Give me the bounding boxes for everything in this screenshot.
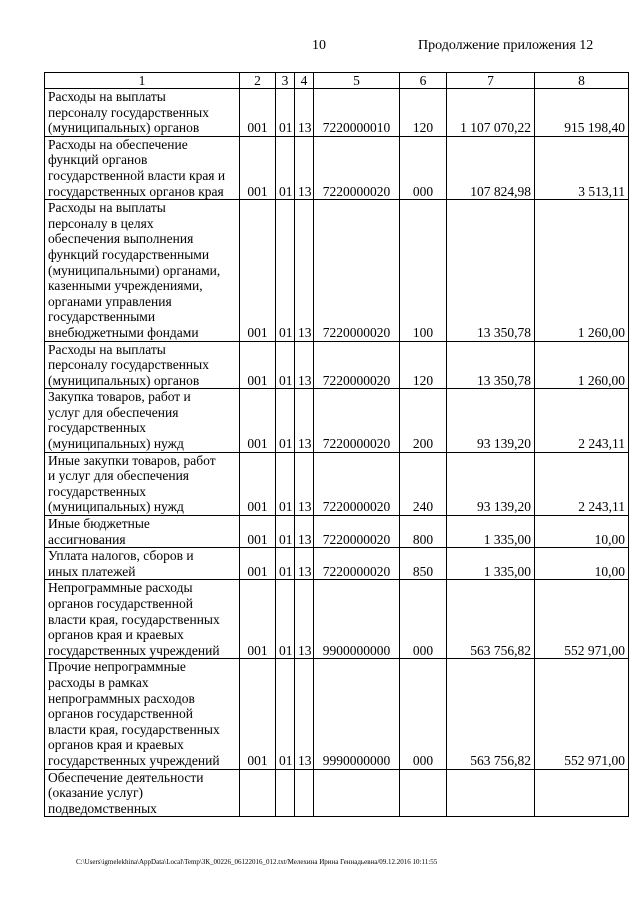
- subsection-code-cell: 01: [276, 548, 295, 580]
- amount-cell: 563 756,82: [447, 580, 535, 659]
- expense-type-cell: 000: [400, 659, 447, 769]
- table-header-row: [45, 73, 629, 89]
- expense-type-cell: 200: [400, 389, 447, 452]
- amount-cell: 13 350,78: [447, 200, 535, 341]
- expense-type-cell: 800: [400, 516, 447, 548]
- section-code-cell: 001: [240, 136, 276, 199]
- target-article-cell: 7220000020: [314, 341, 400, 389]
- amount-cell: 93 139,20: [447, 389, 535, 452]
- subsection-code-cell: 01: [276, 389, 295, 452]
- amount-cell: [535, 769, 629, 817]
- expense-type-cell: 120: [400, 89, 447, 137]
- column-header: 2: [240, 73, 276, 89]
- subsection-code-cell: 01: [276, 452, 295, 515]
- expense-type-cell: 000: [400, 136, 447, 199]
- subsection-code-cell: 01: [276, 89, 295, 137]
- amount-cell: 10,00: [535, 516, 629, 548]
- row-name-cell: Закупка товаров, работ и услуг для обеспечения государственных (муниципальных) нужд: [45, 389, 240, 452]
- table-row: [45, 89, 629, 137]
- section-code-cell: 001: [240, 341, 276, 389]
- subsection-code-cell: 01: [276, 516, 295, 548]
- amount-cell: 3 513,11: [535, 136, 629, 199]
- target-article-cell: 7220000020: [314, 548, 400, 580]
- amount-cell: 1 260,00: [535, 200, 629, 341]
- section-code-cell: 001: [240, 389, 276, 452]
- amount-cell: 13 350,78: [447, 341, 535, 389]
- subsection-code-cell: 13: [295, 516, 314, 548]
- table-row: [45, 548, 629, 580]
- row-name-cell: Иные бюджетные ассигнования: [45, 516, 240, 548]
- amount-cell: 93 139,20: [447, 452, 535, 515]
- section-code-cell: 001: [240, 548, 276, 580]
- target-article-cell: 7220000010: [314, 89, 400, 137]
- amount-cell: 563 756,82: [447, 659, 535, 769]
- row-name-cell: Уплата налогов, сборов и иных платежей: [45, 548, 240, 580]
- table-body: [45, 89, 629, 817]
- amount-cell: 1 260,00: [535, 341, 629, 389]
- section-code-cell: [240, 769, 276, 817]
- subsection-code-cell: 13: [295, 389, 314, 452]
- expense-type-cell: 120: [400, 341, 447, 389]
- column-header: 3: [276, 73, 295, 89]
- table-row: [45, 452, 629, 515]
- table-row: [45, 769, 629, 817]
- section-code-cell: 001: [240, 580, 276, 659]
- target-article-cell: 7220000020: [314, 389, 400, 452]
- amount-cell: 2 243,11: [535, 389, 629, 452]
- target-article-cell: 7220000020: [314, 136, 400, 199]
- subsection-code-cell: 01: [276, 659, 295, 769]
- table-row: [45, 200, 629, 341]
- section-code-cell: 001: [240, 516, 276, 548]
- section-code-cell: 001: [240, 452, 276, 515]
- row-name-cell: Расходы на выплаты персоналу государственных (муниципальных) органов: [45, 341, 240, 389]
- amount-cell: 10,00: [535, 548, 629, 580]
- amount-cell: 552 971,00: [535, 659, 629, 769]
- amount-cell: 1 335,00: [447, 516, 535, 548]
- subsection-code-cell: 01: [276, 580, 295, 659]
- table-row: [45, 580, 629, 659]
- table-row: [45, 516, 629, 548]
- target-article-cell: 9990000000: [314, 659, 400, 769]
- footer-file-path: C:\Users\igmelekhina\AppData\Local\Temp\ЗК_00226_06122016_012.txt/Мелехина Ирина Геннадьевна/09.12.2016 10:11:55: [76, 858, 438, 866]
- column-header: 7: [447, 73, 535, 89]
- section-code-cell: 001: [240, 89, 276, 137]
- subsection-code-cell: 01: [276, 136, 295, 199]
- expense-type-cell: 850: [400, 548, 447, 580]
- expense-type-cell: 100: [400, 200, 447, 341]
- column-header: 6: [400, 73, 447, 89]
- column-header: 5: [314, 73, 400, 89]
- row-name-cell: Расходы на обеспечение функций органов государственной власти края и государственных органов края: [45, 136, 240, 199]
- budget-table: [44, 72, 629, 817]
- amount-cell: 552 971,00: [535, 580, 629, 659]
- table-row: [45, 659, 629, 769]
- row-name-cell: Прочие непрограммные расходы в рамках непрограммных расходов органов государственной власти края, государственных органов края и краевых государственных учреждений: [45, 659, 240, 769]
- amount-cell: 1 335,00: [447, 548, 535, 580]
- amount-cell: 915 198,40: [535, 89, 629, 137]
- subsection-code-cell: 13: [295, 89, 314, 137]
- amount-cell: [447, 769, 535, 817]
- subsection-code-cell: 13: [295, 136, 314, 199]
- subsection-code-cell: 01: [276, 341, 295, 389]
- expense-type-cell: 240: [400, 452, 447, 515]
- row-name-cell: Расходы на выплаты персоналу в целях обеспечения выполнения функций государственными (муниципальными) органами, казенными учреждениями, органами управления государственными внебюджетными фондами: [45, 200, 240, 341]
- amount-cell: 2 243,11: [535, 452, 629, 515]
- row-name-cell: Расходы на выплаты персоналу государственных (муниципальных) органов: [45, 89, 240, 137]
- subsection-code-cell: 01: [276, 200, 295, 341]
- target-article-cell: 7220000020: [314, 452, 400, 515]
- subsection-code-cell: 13: [295, 200, 314, 341]
- subsection-code-cell: [295, 769, 314, 817]
- table-row: [45, 341, 629, 389]
- target-article-cell: [314, 769, 400, 817]
- subsection-code-cell: 13: [295, 659, 314, 769]
- subsection-code-cell: [276, 769, 295, 817]
- table-row: [45, 389, 629, 452]
- amount-cell: 107 824,98: [447, 136, 535, 199]
- expense-type-cell: 000: [400, 580, 447, 659]
- table-row: [45, 136, 629, 199]
- section-code-cell: 001: [240, 200, 276, 341]
- amount-cell: 1 107 070,22: [447, 89, 535, 137]
- target-article-cell: 7220000020: [314, 200, 400, 341]
- subsection-code-cell: 13: [295, 341, 314, 389]
- section-code-cell: 001: [240, 659, 276, 769]
- column-header: 8: [535, 73, 629, 89]
- row-name-cell: Обеспечение деятельности (оказание услуг) подведомственных: [45, 769, 240, 817]
- appendix-continuation-label: Продолжение приложения 12: [418, 38, 594, 53]
- row-name-cell: Иные закупки товаров, работ и услуг для обеспечения государственных (муниципальных) нужд: [45, 452, 240, 515]
- subsection-code-cell: 13: [295, 580, 314, 659]
- subsection-code-cell: 13: [295, 548, 314, 580]
- target-article-cell: 7220000020: [314, 516, 400, 548]
- page-number: 10: [312, 38, 326, 53]
- expense-type-cell: [400, 769, 447, 817]
- row-name-cell: Непрограммные расходы органов государственной власти края, государственных органов края и краевых государственных учреждений: [45, 580, 240, 659]
- column-header: 4: [295, 73, 314, 89]
- subsection-code-cell: 13: [295, 452, 314, 515]
- column-header: 1: [45, 73, 240, 89]
- target-article-cell: 9900000000: [314, 580, 400, 659]
